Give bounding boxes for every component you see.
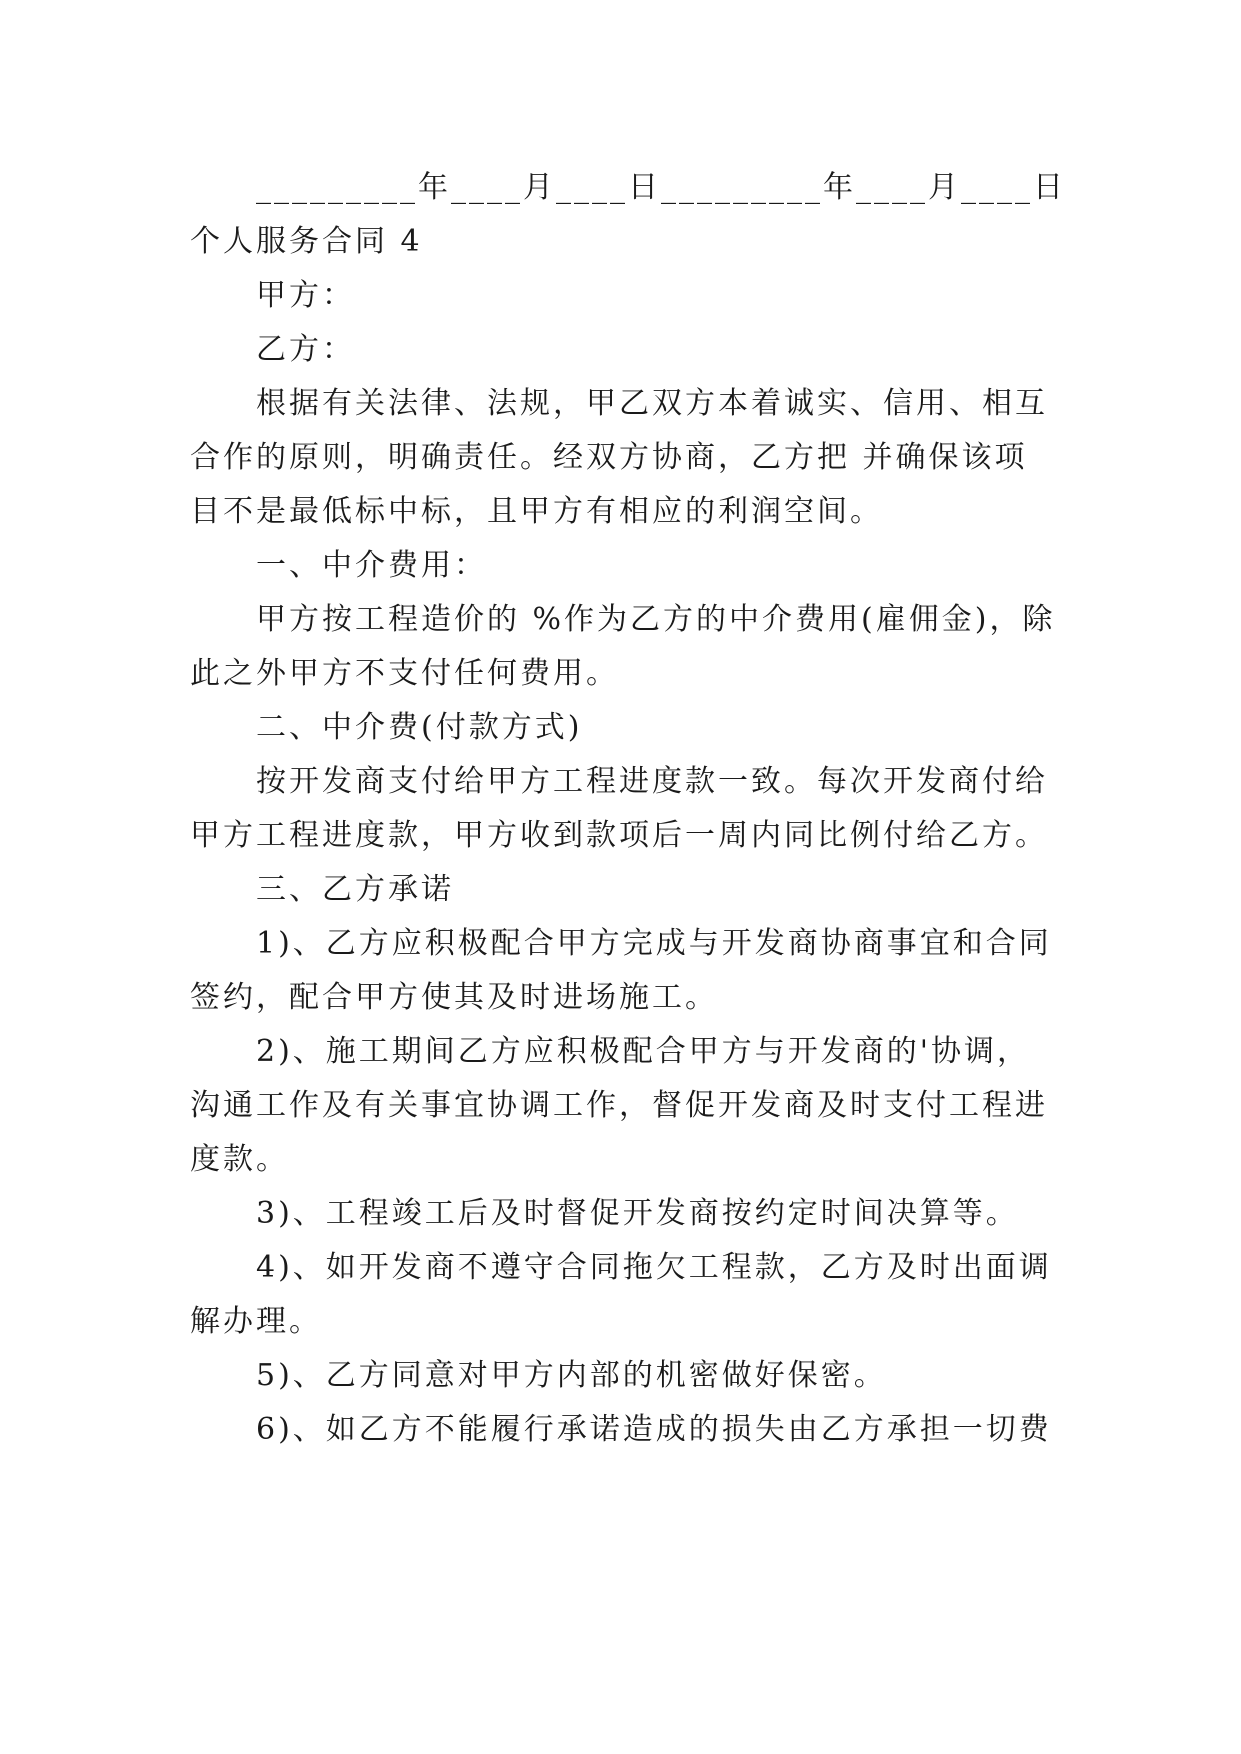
item2-line-1: 2)、施工期间乙方应积极配合甲方与开发商的'协调， — [256, 1034, 1031, 1069]
section1-line-2: 此之外甲方不支付任何费用。 — [190, 656, 619, 691]
intro-paragraph-line-2: 合作的原则，明确责任。经双方协商，乙方把 并确保该项 — [190, 440, 1028, 475]
item4-line-1: 4)、如开发商不遵守合同拖欠工程款，乙方及时出面调 — [256, 1250, 1052, 1285]
item4-line-2: 解办理。 — [190, 1304, 322, 1339]
item5-line: 5)、乙方同意对甲方内部的机密做好保密。 — [256, 1358, 887, 1393]
section2-line-1: 按开发商支付给甲方工程进度款一致。每次开发商付给 — [256, 764, 1048, 799]
party-b-label: 乙方： — [256, 332, 355, 367]
section3-heading: 三、乙方承诺 — [256, 872, 454, 907]
party-a-label: 甲方： — [256, 278, 355, 313]
section1-heading: 一、中介费用： — [256, 548, 487, 583]
item2-line-2: 沟通工作及有关事宜协调工作，督促开发商及时支付工程进 — [190, 1088, 1048, 1123]
intro-paragraph-line-1: 根据有关法律、法规，甲乙双方本着诚实、信用、相互 — [256, 386, 1048, 421]
item1-line-2: 签约，配合甲方使其及时进场施工。 — [190, 980, 718, 1015]
item3-line: 3)、工程竣工后及时督促开发商按约定时间决算等。 — [256, 1196, 1019, 1231]
section2-line-2: 甲方工程进度款，甲方收到款项后一周内同比例付给乙方。 — [190, 818, 1048, 853]
intro-paragraph-line-3: 目不是最低标中标，且甲方有相应的利润空间。 — [190, 494, 883, 529]
item1-line-1: 1)、乙方应积极配合甲方完成与开发商协商事宜和合同 — [256, 926, 1052, 961]
item2-line-3: 度款。 — [190, 1142, 289, 1177]
item6-line: 6)、如乙方不能履行承诺造成的损失由乙方承担一切费 — [256, 1412, 1052, 1447]
signature-date-line: _________年____月____日_________年____月____日 — [256, 170, 1066, 205]
section2-heading: 二、中介费(付款方式) — [256, 710, 583, 745]
contract-title: 个人服务合同 4 — [190, 224, 423, 259]
section1-line-1: 甲方按工程造价的 %作为乙方的中介费用(雇佣金)，除 — [256, 602, 1056, 637]
